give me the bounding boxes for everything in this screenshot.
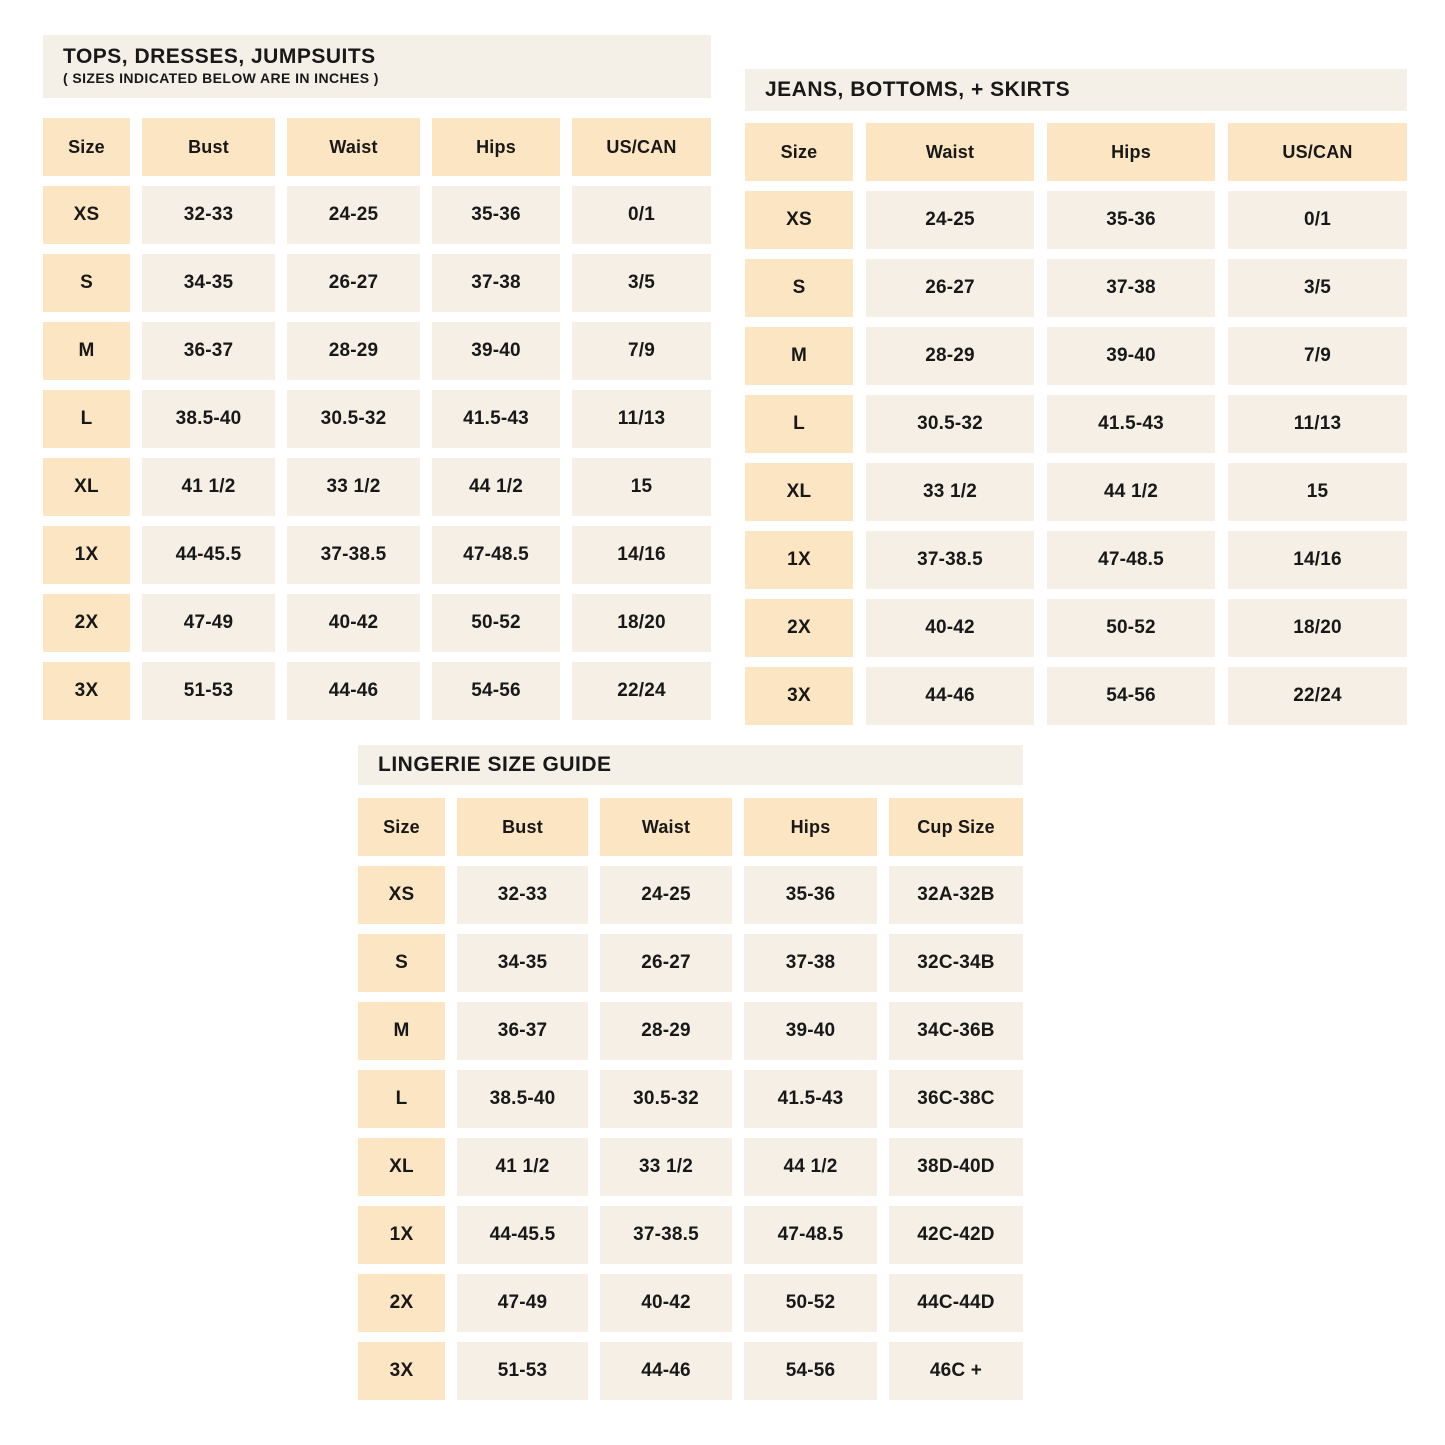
measurement-cell: 37-38.5	[600, 1206, 732, 1264]
measurement-cell: 32-33	[142, 186, 275, 244]
measurement-cell: 14/16	[1228, 531, 1407, 589]
measurement-cell: 35-36	[432, 186, 560, 244]
measurement-cell: 30.5-32	[600, 1070, 732, 1128]
column-header-cell: Waist	[600, 798, 732, 856]
measurement-cell: 11/13	[572, 390, 711, 448]
measurement-cell: 54-56	[432, 662, 560, 720]
column-header-cell: Size	[43, 118, 130, 176]
column-header-cell: Size	[745, 123, 853, 181]
measurement-cell: 36C-38C	[889, 1070, 1023, 1128]
lingerie-table-header-row	[358, 798, 1023, 856]
size-label-cell: 2X	[745, 599, 853, 657]
measurement-cell: 44-46	[287, 662, 420, 720]
measurement-cell: 24-25	[287, 186, 420, 244]
measurement-cell: 42C-42D	[889, 1206, 1023, 1264]
measurement-cell: 7/9	[1228, 327, 1407, 385]
size-label-cell: XS	[43, 186, 130, 244]
measurement-cell: 44-45.5	[457, 1206, 588, 1264]
size-label-cell: XL	[358, 1138, 445, 1196]
measurement-cell: 44C-44D	[889, 1274, 1023, 1332]
measurement-cell: 28-29	[600, 1002, 732, 1060]
measurement-cell: 33 1/2	[600, 1138, 732, 1196]
size-label-cell: XL	[43, 458, 130, 516]
measurement-cell: 26-27	[866, 259, 1034, 317]
column-header-cell: US/CAN	[1228, 123, 1407, 181]
column-header-cell: US/CAN	[572, 118, 711, 176]
measurement-cell: 44-46	[600, 1342, 732, 1400]
measurement-cell: 0/1	[1228, 191, 1407, 249]
tops-title-banner	[43, 35, 711, 98]
measurement-cell: 30.5-32	[287, 390, 420, 448]
measurement-cell: 37-38	[432, 254, 560, 312]
size-label-cell: XL	[745, 463, 853, 521]
lingerie-table-title: LINGERIE SIZE GUIDE	[378, 752, 612, 776]
measurement-cell: 41.5-43	[432, 390, 560, 448]
size-label-cell: S	[358, 934, 445, 992]
measurement-cell: 37-38	[1047, 259, 1215, 317]
measurement-cell: 35-36	[1047, 191, 1215, 249]
measurement-cell: 28-29	[287, 322, 420, 380]
measurement-cell: 32-33	[457, 866, 588, 924]
size-label-cell: 3X	[358, 1342, 445, 1400]
size-label-cell: M	[43, 322, 130, 380]
measurement-cell: 50-52	[744, 1274, 877, 1332]
size-label-cell: 3X	[745, 667, 853, 725]
measurement-cell: 36-37	[142, 322, 275, 380]
measurement-cell: 47-49	[457, 1274, 588, 1332]
measurement-cell: 36-37	[457, 1002, 588, 1060]
lingerie-size-table	[358, 745, 1023, 1400]
measurement-cell: 44-46	[866, 667, 1034, 725]
size-label-cell: 2X	[43, 594, 130, 652]
measurement-cell: 50-52	[1047, 599, 1215, 657]
jeans-size-table	[745, 69, 1407, 725]
size-label-cell: XS	[745, 191, 853, 249]
measurement-cell: 38D-40D	[889, 1138, 1023, 1196]
size-label-cell: 1X	[358, 1206, 445, 1264]
column-header-cell: Size	[358, 798, 445, 856]
measurement-cell: 15	[1228, 463, 1407, 521]
measurement-cell: 47-49	[142, 594, 275, 652]
lingerie-table-body	[358, 866, 1023, 1400]
measurement-cell: 37-38.5	[287, 526, 420, 584]
jeans-title-banner	[745, 69, 1407, 111]
size-label-cell: 1X	[43, 526, 130, 584]
size-label-cell: L	[745, 395, 853, 453]
column-header-cell: Waist	[866, 123, 1034, 181]
measurement-cell: 34-35	[142, 254, 275, 312]
column-header-cell: Bust	[457, 798, 588, 856]
size-label-cell: S	[745, 259, 853, 317]
measurement-cell: 50-52	[432, 594, 560, 652]
measurement-cell: 39-40	[432, 322, 560, 380]
measurement-cell: 44 1/2	[1047, 463, 1215, 521]
size-label-cell: XS	[358, 866, 445, 924]
measurement-cell: 35-36	[744, 866, 877, 924]
measurement-cell: 54-56	[1047, 667, 1215, 725]
column-header-cell: Bust	[142, 118, 275, 176]
measurement-cell: 40-42	[600, 1274, 732, 1332]
jeans-table-header-row	[745, 123, 1407, 181]
measurement-cell: 3/5	[572, 254, 711, 312]
measurement-cell: 22/24	[572, 662, 711, 720]
measurement-cell: 44-45.5	[142, 526, 275, 584]
measurement-cell: 30.5-32	[866, 395, 1034, 453]
measurement-cell: 47-48.5	[432, 526, 560, 584]
column-header-cell: Waist	[287, 118, 420, 176]
measurement-cell: 34C-36B	[889, 1002, 1023, 1060]
measurement-cell: 44 1/2	[744, 1138, 877, 1196]
tops-table-subtitle: ( SIZES INDICATED BELOW ARE IN INCHES )	[63, 70, 379, 87]
measurement-cell: 33 1/2	[287, 458, 420, 516]
size-label-cell: 3X	[43, 662, 130, 720]
measurement-cell: 41.5-43	[744, 1070, 877, 1128]
measurement-cell: 7/9	[572, 322, 711, 380]
measurement-cell: 41 1/2	[142, 458, 275, 516]
measurement-cell: 14/16	[572, 526, 711, 584]
measurement-cell: 51-53	[142, 662, 275, 720]
measurement-cell: 18/20	[572, 594, 711, 652]
measurement-cell: 28-29	[866, 327, 1034, 385]
column-header-cell: Hips	[432, 118, 560, 176]
measurement-cell: 41 1/2	[457, 1138, 588, 1196]
measurement-cell: 47-48.5	[1047, 531, 1215, 589]
measurement-cell: 47-48.5	[744, 1206, 877, 1264]
size-label-cell: S	[43, 254, 130, 312]
measurement-cell: 15	[572, 458, 711, 516]
measurement-cell: 39-40	[744, 1002, 877, 1060]
measurement-cell: 32A-32B	[889, 866, 1023, 924]
measurement-cell: 26-27	[600, 934, 732, 992]
tops-table-body	[43, 186, 711, 720]
measurement-cell: 33 1/2	[866, 463, 1034, 521]
tops-table-title: TOPS, DRESSES, JUMPSUITS	[63, 45, 376, 69]
column-header-cell: Cup Size	[889, 798, 1023, 856]
size-label-cell: M	[358, 1002, 445, 1060]
measurement-cell: 38.5-40	[142, 390, 275, 448]
measurement-cell: 32C-34B	[889, 934, 1023, 992]
tops-size-table	[43, 35, 711, 720]
jeans-table-body	[745, 191, 1407, 725]
measurement-cell: 51-53	[457, 1342, 588, 1400]
column-header-cell: Hips	[1047, 123, 1215, 181]
tops-table-header-row	[43, 118, 711, 176]
size-label-cell: 2X	[358, 1274, 445, 1332]
measurement-cell: 39-40	[1047, 327, 1215, 385]
measurement-cell: 11/13	[1228, 395, 1407, 453]
measurement-cell: 34-35	[457, 934, 588, 992]
lingerie-title-banner	[358, 745, 1023, 785]
measurement-cell: 24-25	[866, 191, 1034, 249]
measurement-cell: 37-38	[744, 934, 877, 992]
measurement-cell: 41.5-43	[1047, 395, 1215, 453]
size-label-cell: L	[43, 390, 130, 448]
measurement-cell: 37-38.5	[866, 531, 1034, 589]
measurement-cell: 40-42	[287, 594, 420, 652]
measurement-cell: 44 1/2	[432, 458, 560, 516]
measurement-cell: 46C +	[889, 1342, 1023, 1400]
measurement-cell: 26-27	[287, 254, 420, 312]
size-label-cell: M	[745, 327, 853, 385]
measurement-cell: 38.5-40	[457, 1070, 588, 1128]
measurement-cell: 22/24	[1228, 667, 1407, 725]
jeans-table-title: JEANS, BOTTOMS, + SKIRTS	[765, 77, 1071, 101]
measurement-cell: 18/20	[1228, 599, 1407, 657]
measurement-cell: 24-25	[600, 866, 732, 924]
measurement-cell: 40-42	[866, 599, 1034, 657]
measurement-cell: 3/5	[1228, 259, 1407, 317]
column-header-cell: Hips	[744, 798, 877, 856]
size-label-cell: L	[358, 1070, 445, 1128]
measurement-cell: 0/1	[572, 186, 711, 244]
size-label-cell: 1X	[745, 531, 853, 589]
measurement-cell: 54-56	[744, 1342, 877, 1400]
